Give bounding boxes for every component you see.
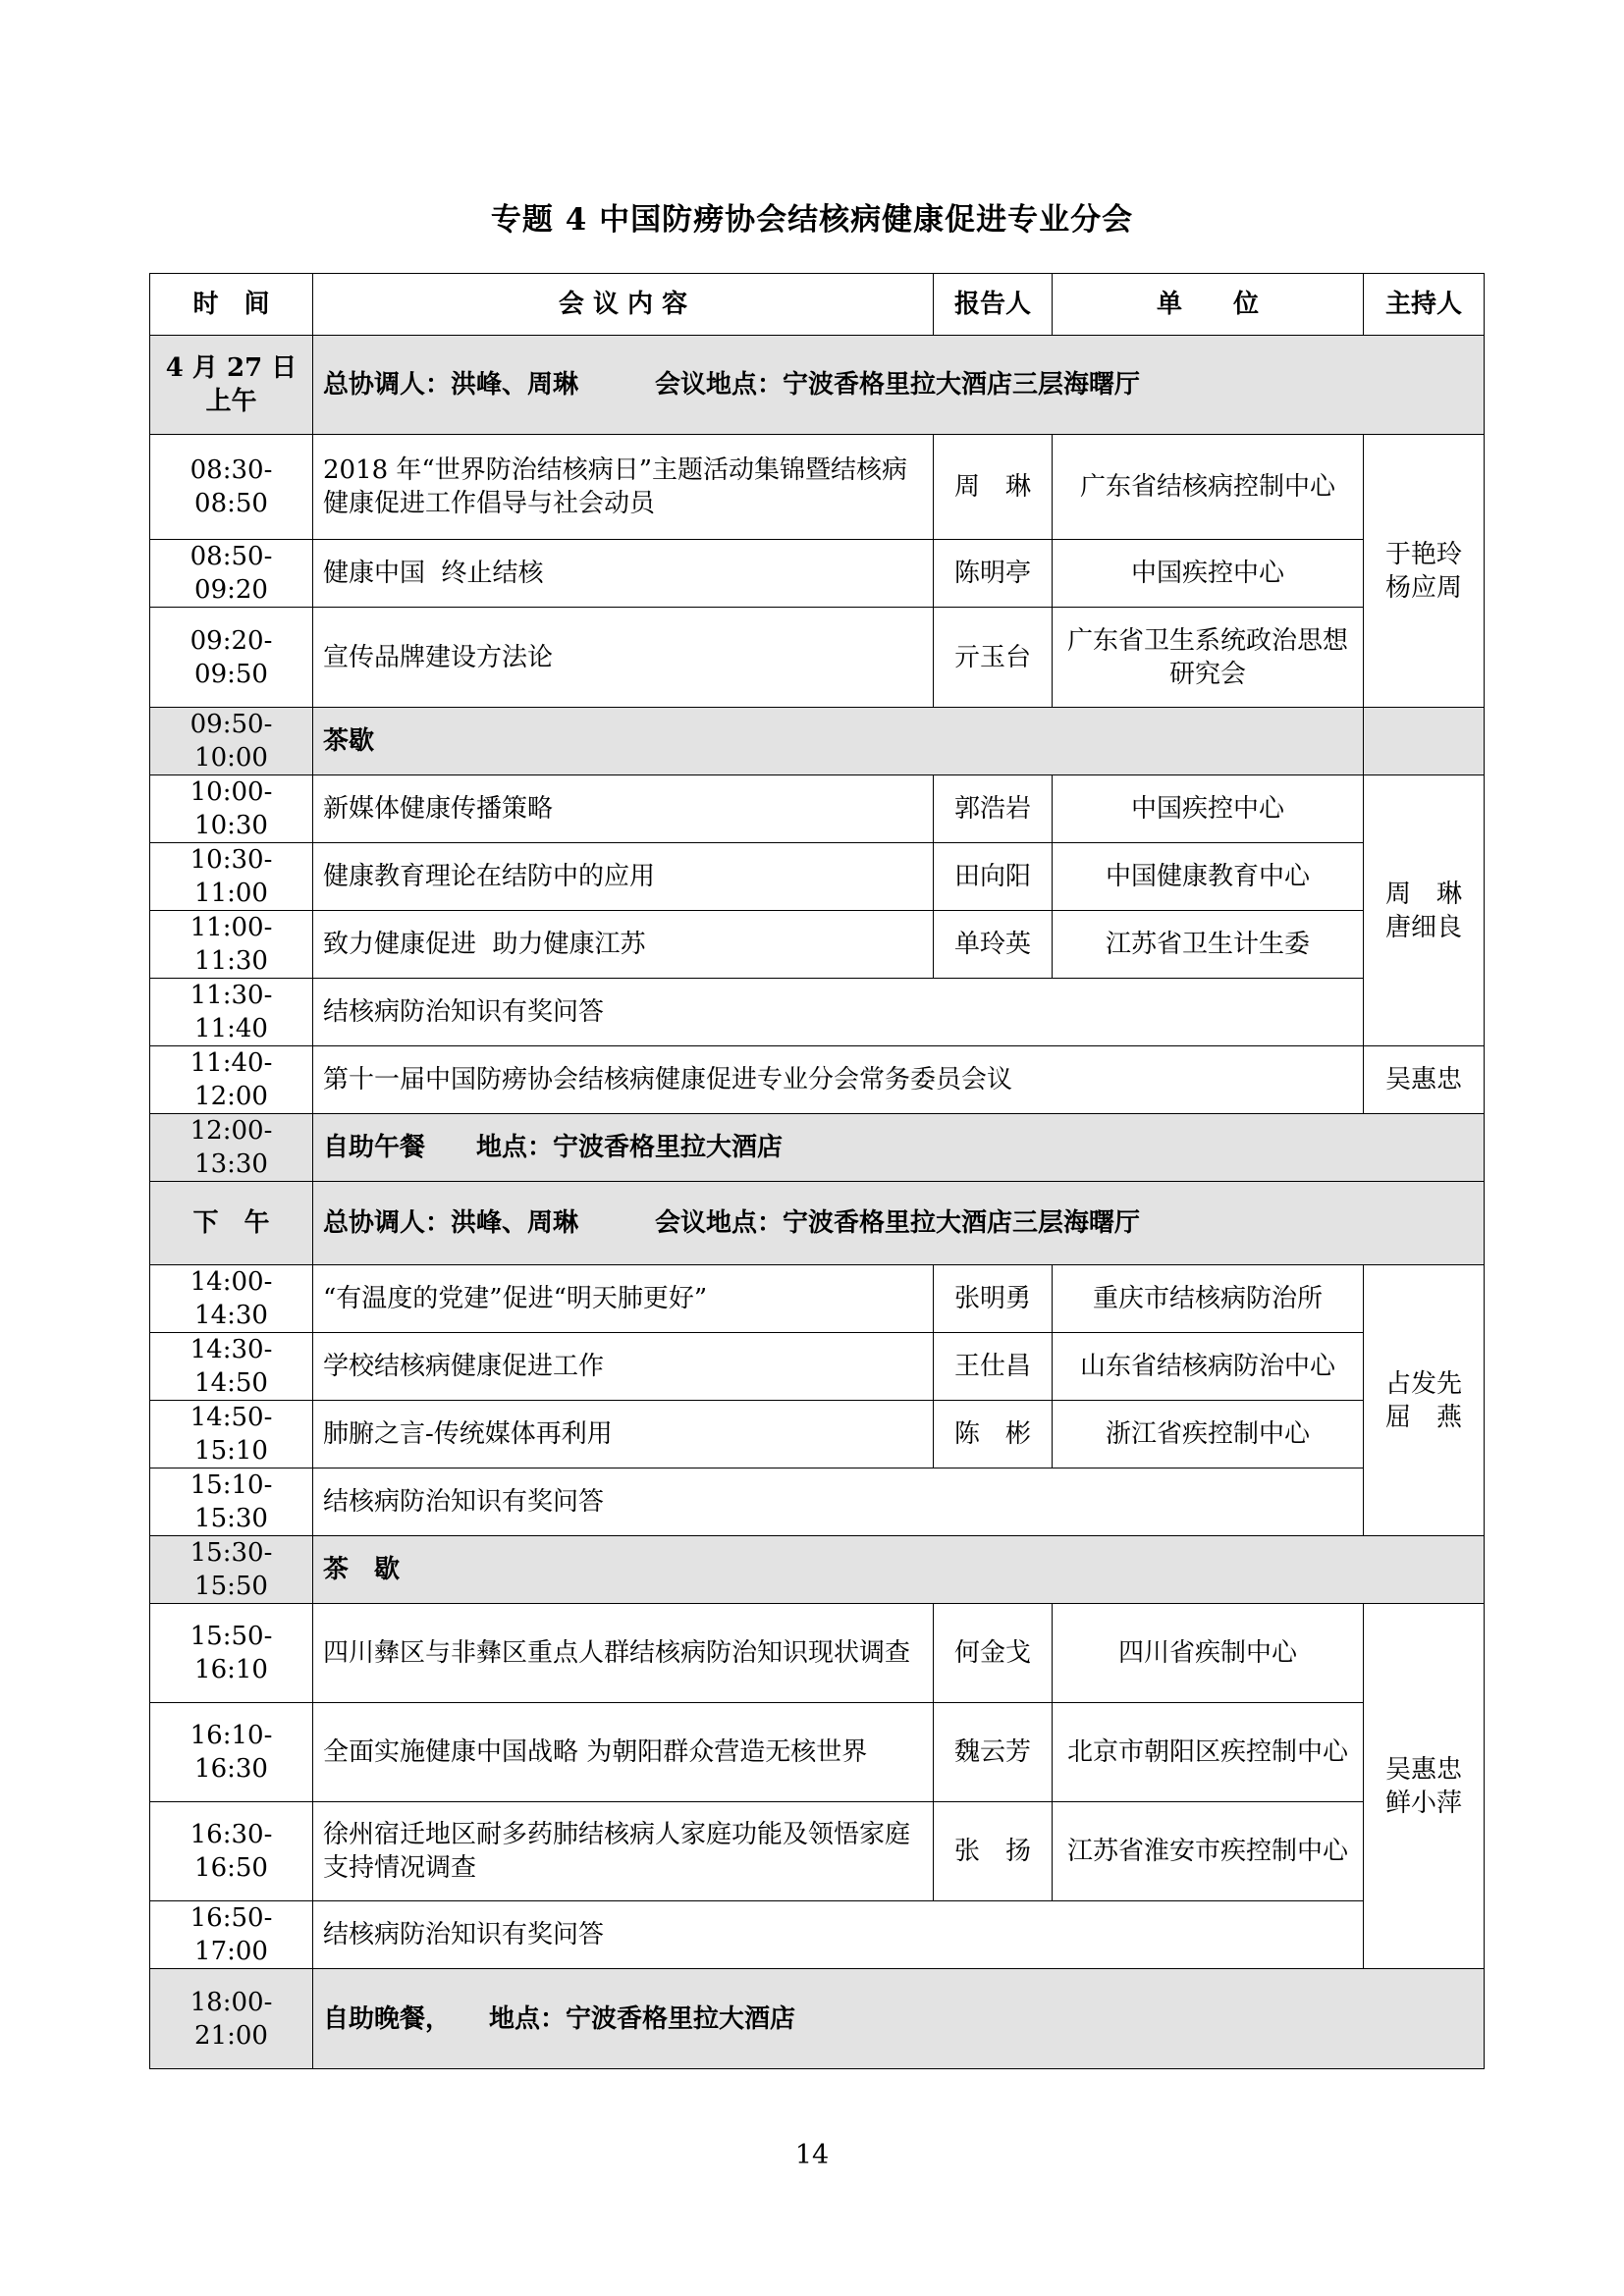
table-row <box>150 1703 1485 1802</box>
morning-section-row <box>150 336 1485 435</box>
row-speaker: 周 琳 <box>934 435 1053 540</box>
table-row <box>150 435 1485 540</box>
row-content: 结核病防治知识有奖问答 <box>313 1468 1364 1536</box>
afternoon-period: 下 午 <box>150 1182 313 1265</box>
row-time: 18:00-21:00 <box>150 1969 313 2069</box>
host-cell-2 <box>1364 775 1485 1046</box>
host-cell-3 <box>1364 1265 1485 1536</box>
row-unit: 四川省疾制中心 <box>1053 1604 1364 1703</box>
row-time: 16:30-16:50 <box>150 1802 313 1901</box>
host-name: 占发先 <box>1384 1368 1462 1399</box>
row-time: 11:30-11:40 <box>150 979 313 1046</box>
row-unit: 浙江省疾控制中心 <box>1053 1401 1364 1468</box>
row-time: 08:30-08:50 <box>150 435 313 540</box>
row-time: 10:00-10:30 <box>150 775 313 843</box>
row-speaker: 陈明亭 <box>934 540 1053 608</box>
afternoon-section-row <box>150 1182 1485 1265</box>
header-unit: 单 位 <box>1053 274 1364 336</box>
row-speaker: 田向阳 <box>934 843 1053 911</box>
row-time: 11:40-12:00 <box>150 1046 313 1114</box>
afternoon-coordinator: 总协调人：洪峰、周琳 会议地点：宁波香格里拉大酒店三层海曙厅 <box>313 1182 1485 1265</box>
row-time: 14:50-15:10 <box>150 1401 313 1468</box>
row-speaker: 何金戈 <box>934 1604 1053 1703</box>
row-speaker: 郭浩岩 <box>934 775 1053 843</box>
table-row <box>150 1802 1485 1901</box>
row-unit: 江苏省卫生计生委 <box>1053 911 1364 979</box>
row-content: 致力健康促进 助力健康江苏 <box>313 911 934 979</box>
row-content: 结核病防治知识有奖问答 <box>313 1901 1364 1969</box>
row-content: 第十一届中国防痨协会结核病健康促进专业分会常务委员会议 <box>313 1046 1364 1114</box>
host-name: 唐细良 <box>1384 912 1462 942</box>
row-unit: 中国健康教育中心 <box>1053 843 1364 911</box>
header-row <box>150 274 1485 336</box>
row-unit: 江苏省淮安市疾控制中心 <box>1053 1802 1364 1901</box>
row-unit: 广东省卫生系统政治思想研究会 <box>1053 608 1364 708</box>
row-time: 16:50-17:00 <box>150 1901 313 1969</box>
row-content: 健康教育理论在结防中的应用 <box>313 843 934 911</box>
row-unit: 广东省结核病控制中心 <box>1053 435 1364 540</box>
row-content: 全面实施健康中国战略 为朝阳群众营造无核世界 <box>313 1703 934 1802</box>
morning-date: 4 月 27 日 <box>165 353 298 383</box>
page-title: 专题 4 中国防痨协会结核病健康促进专业分会 <box>490 202 1134 238</box>
host-name: 鲜小萍 <box>1384 1788 1462 1818</box>
row-time: 10:30-11:00 <box>150 843 313 911</box>
host-name: 杨应周 <box>1384 572 1462 603</box>
schedule-table <box>149 273 1485 2069</box>
row-content: “有温度的党建”促进“明天肺更好” <box>313 1265 934 1333</box>
row-speaker: 亓玉台 <box>934 608 1053 708</box>
host-name: 周 琳 <box>1384 879 1462 909</box>
row-speaker: 张 扬 <box>934 1802 1053 1901</box>
table-row <box>150 1468 1485 1536</box>
break-label: 茶 歇 <box>313 1536 1485 1604</box>
row-content: 新媒体健康传播策略 <box>313 775 934 843</box>
page-number: 14 <box>794 2140 830 2170</box>
lunch-label: 自助午餐 地点：宁波香格里拉大酒店 <box>313 1114 1485 1182</box>
row-time: 15:30-15:50 <box>150 1536 313 1604</box>
row-time: 16:10-16:30 <box>150 1703 313 1802</box>
header-host: 主持人 <box>1364 274 1485 336</box>
row-unit: 山东省结核病防治中心 <box>1053 1333 1364 1401</box>
table-row <box>150 843 1485 911</box>
row-time: 15:10-15:30 <box>150 1468 313 1536</box>
row-time: 14:30-14:50 <box>150 1333 313 1401</box>
row-unit: 中国疾控中心 <box>1053 775 1364 843</box>
host-name: 吴惠忠 <box>1384 1754 1462 1785</box>
table-row <box>150 775 1485 843</box>
dinner-label: 自助晚餐， 地点：宁波香格里拉大酒店 <box>313 1969 1485 2069</box>
row-unit: 中国疾控中心 <box>1053 540 1364 608</box>
header-time: 时 间 <box>150 274 313 336</box>
row-content: 2018 年“世界防治结核病日”主题活动集锦暨结核病健康促进工作倡导与社会动员 <box>313 435 934 540</box>
row-content: 宣传品牌建设方法论 <box>313 608 934 708</box>
row-content: 肺腑之言-传统媒体再利用 <box>313 1401 934 1468</box>
empty-host-cell <box>1364 708 1485 775</box>
row-content: 学校结核病健康促进工作 <box>313 1333 934 1401</box>
dinner-row <box>150 1969 1485 2069</box>
table-row <box>150 608 1485 708</box>
table-row <box>150 911 1485 979</box>
header-content: 会 议 内 容 <box>313 274 934 336</box>
row-time: 15:50-16:10 <box>150 1604 313 1703</box>
table-row <box>150 1604 1485 1703</box>
morning-date-cell <box>150 336 313 435</box>
break-label: 茶歇 <box>313 708 1364 775</box>
row-speaker: 魏云芳 <box>934 1703 1053 1802</box>
break-row <box>150 708 1485 775</box>
row-time: 14:00-14:30 <box>150 1265 313 1333</box>
host-cell-4 <box>1364 1604 1485 1969</box>
row-time: 11:00-11:30 <box>150 911 313 979</box>
table-row <box>150 1265 1485 1333</box>
row-content: 结核病防治知识有奖问答 <box>313 979 1364 1046</box>
lunch-row <box>150 1114 1485 1182</box>
morning-coordinator: 总协调人：洪峰、周琳 会议地点：宁波香格里拉大酒店三层海曙厅 <box>313 336 1485 435</box>
row-content: 四川彝区与非彝区重点人群结核病防治知识现状调查 <box>313 1604 934 1703</box>
row-time: 09:20-09:50 <box>150 608 313 708</box>
row-speaker: 陈 彬 <box>934 1401 1053 1468</box>
row-content: 健康中国 终止结核 <box>313 540 934 608</box>
row-unit: 北京市朝阳区疾控制中心 <box>1053 1703 1364 1802</box>
table-row <box>150 1401 1485 1468</box>
row-unit: 重庆市结核病防治所 <box>1053 1265 1364 1333</box>
row-speaker: 王仕昌 <box>934 1333 1053 1401</box>
table-row <box>150 979 1485 1046</box>
host-name: 于艳玲 <box>1384 539 1462 569</box>
host-name: 屈 燕 <box>1384 1402 1462 1432</box>
header-speaker: 报告人 <box>934 274 1053 336</box>
table-row <box>150 1901 1485 1969</box>
morning-period: 上午 <box>205 387 257 416</box>
row-host: 吴惠忠 <box>1364 1046 1485 1114</box>
row-time: 12:00-13:30 <box>150 1114 313 1182</box>
row-speaker: 张明勇 <box>934 1265 1053 1333</box>
host-cell-1 <box>1364 435 1485 708</box>
table-row <box>150 1046 1485 1114</box>
table-row <box>150 1333 1485 1401</box>
row-time: 09:50-10:00 <box>150 708 313 775</box>
row-speaker: 单玲英 <box>934 911 1053 979</box>
row-content: 徐州宿迁地区耐多药肺结核病人家庭功能及领悟家庭支持情况调查 <box>313 1802 934 1901</box>
break-row <box>150 1536 1485 1604</box>
row-time: 08:50-09:20 <box>150 540 313 608</box>
table-row <box>150 540 1485 608</box>
